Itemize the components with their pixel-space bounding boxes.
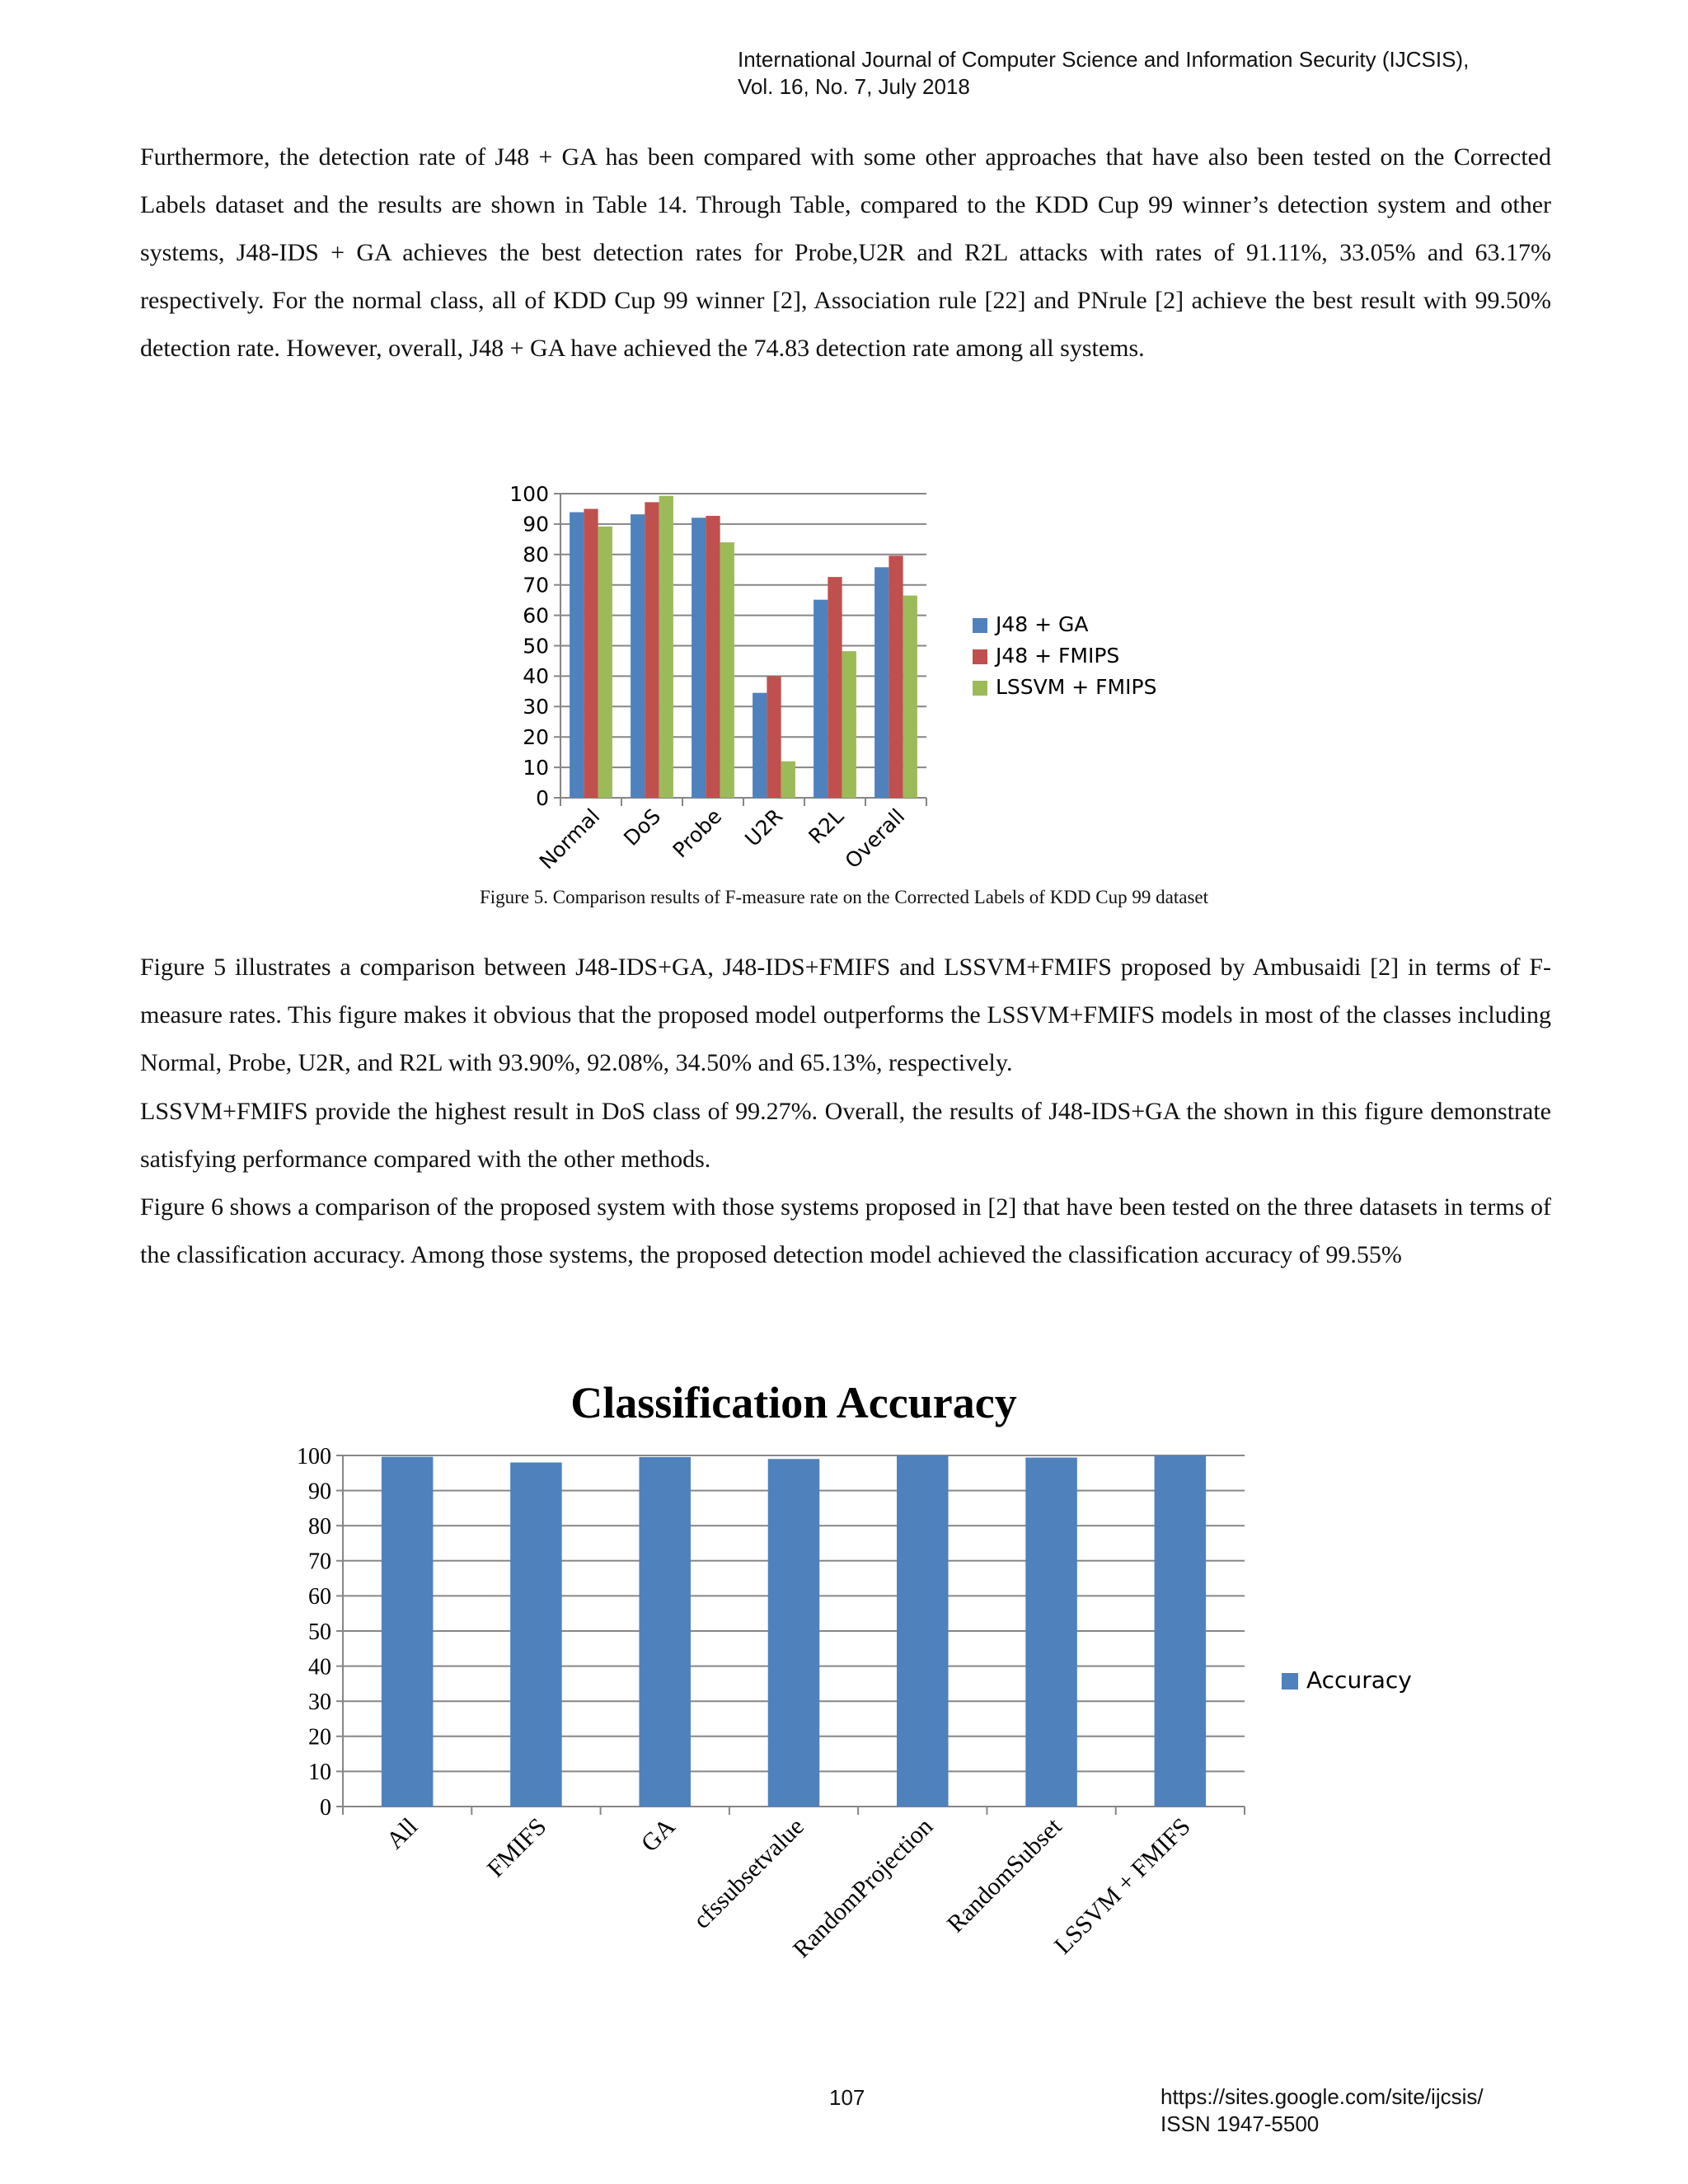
legend-label: LSSVM + FMIPS	[996, 675, 1157, 699]
y-tick-label: 80	[308, 1514, 331, 1540]
bar-j48-ga-u2r	[753, 693, 767, 798]
page-number: 107	[829, 2085, 865, 2110]
bar-accuracy-all	[382, 1457, 434, 1807]
bar-lssvm-fmips-normal	[598, 527, 612, 798]
bar-j48-fmips-probe	[706, 516, 720, 798]
legend-swatch	[973, 681, 987, 696]
x-tick-label: cfssubsetvalue	[687, 1812, 809, 1934]
bar-accuracy-randomprojection	[897, 1455, 949, 1807]
y-tick-label: 30	[523, 695, 549, 719]
y-tick-label: 20	[308, 1724, 331, 1750]
bar-j48-ga-probe	[692, 518, 706, 798]
bar-j48-ga-dos	[631, 514, 645, 798]
journal-header	[738, 46, 1469, 101]
x-tick-label: LSSVM + FMIFS	[1048, 1812, 1196, 1960]
paragraph-figure5: Figure 5 illustrates a comparison between J48-IDS+GA, J48-IDS+FMIFS and LSSVM+FMIFS proposed by Ambusaidi [2] in terms of F-measure rates. This figure makes it obvious that the proposed model outperforms the LSSVM+FMIFS models in most of the classes including Normal, Probe, U2R, and R2L with 93.90%, 92.08%, 34.50% and 65.13%, respectively.	[140, 954, 1551, 1076]
y-tick-label: 20	[523, 724, 549, 749]
figure5-chart	[0, 462, 1236, 907]
bar-lssvm-fmips-r2l	[842, 651, 856, 798]
legend-swatch	[973, 649, 987, 664]
footer-url: https://sites.google.com/site/ijcsis/	[1160, 2084, 1484, 2109]
y-tick-label: 70	[523, 573, 549, 598]
journal-title: International Journal of Computer Science and Information Security (IJCSIS),	[738, 47, 1470, 72]
y-tick-label: 90	[523, 512, 549, 537]
legend-label: J48 + GA	[996, 612, 1089, 636]
bar-accuracy-cfssubsetvalue	[768, 1459, 820, 1807]
y-tick-label: 100	[297, 1443, 331, 1469]
chart-title: Classification Accuracy	[570, 1378, 1017, 1427]
bar-j48-fmips-dos	[645, 502, 659, 798]
x-tick-label: Normal	[534, 804, 605, 874]
bar-lssvm-fmips-dos	[659, 496, 673, 798]
bar-j48-ga-r2l	[814, 600, 828, 798]
legend-label: J48 + FMIPS	[996, 644, 1120, 668]
bar-j48-fmips-normal	[584, 509, 598, 798]
bar-lssvm-fmips-probe	[720, 542, 734, 798]
journal-volume: Vol. 16, No. 7, July 2018	[738, 74, 970, 99]
y-tick-label: 30	[308, 1690, 331, 1715]
y-tick-label: 0	[320, 1794, 331, 1821]
bar-accuracy-ga	[639, 1457, 691, 1807]
paragraph-lssvm: LSSVM+FMIFS provide the highest result in DoS class of 99.27%. Overall, the results of J48-IDS+GA the shown in this figure demonstrate satisfying performance compared with the other methods.	[140, 1098, 1551, 1173]
y-tick-label: 90	[308, 1479, 331, 1505]
footer-info	[1160, 2083, 1484, 2138]
y-tick-label: 40	[308, 1654, 331, 1680]
y-tick-label: 50	[308, 1619, 331, 1645]
y-tick-label: 50	[523, 634, 549, 658]
x-tick-label: U2R	[740, 804, 788, 851]
footer-issn: ISSN 1947-5500	[1160, 2111, 1320, 2136]
bar-accuracy-randomsubset	[1025, 1458, 1077, 1807]
x-tick-label: R2L	[804, 804, 849, 849]
y-tick-label: 100	[509, 481, 549, 506]
bar-j48-fmips-overall	[889, 555, 903, 798]
bar-lssvm-fmips-overall	[903, 596, 917, 798]
bar-j48-fmips-u2r	[767, 676, 781, 798]
bar-accuracy-lssvm-fmifs	[1155, 1455, 1207, 1807]
bar-j48-fmips-r2l	[828, 577, 842, 798]
legend-swatch	[1282, 1673, 1298, 1690]
y-tick-label: 60	[523, 603, 549, 628]
paragraph-figure6: Figure 6 shows a comparison of the proposed system with those systems proposed in [2] that have been tested on the three datasets in terms of the classification accuracy. Among those systems, the proposed detection model achieved the classification accuracy of 99.55%	[140, 1193, 1551, 1268]
x-tick-label: DoS	[619, 804, 666, 851]
y-tick-label: 70	[308, 1549, 331, 1575]
x-tick-label: RandomProjection	[787, 1812, 939, 1964]
legend-label: Accuracy	[1306, 1666, 1412, 1694]
figure5-caption: Figure 5. Comparison results of F-measure rate on the Corrected Labels of KDD Cup 99 dataset	[479, 887, 1208, 907]
y-tick-label: 10	[308, 1760, 331, 1786]
y-tick-label: 0	[536, 785, 549, 810]
y-tick-label: 60	[308, 1584, 331, 1610]
bar-j48-ga-overall	[874, 567, 889, 798]
bar-accuracy-fmifs	[510, 1463, 562, 1807]
x-tick-label: Probe	[668, 804, 727, 863]
figure6-chart	[0, 1352, 1484, 2093]
legend-swatch	[973, 618, 987, 633]
bar-lssvm-fmips-u2r	[781, 762, 795, 798]
x-tick-label: Overall	[840, 804, 910, 874]
x-tick-label: All	[381, 1812, 424, 1855]
x-tick-label: GA	[635, 1812, 681, 1858]
bar-j48-ga-normal	[570, 513, 584, 798]
paragraph-detection-rate: Furthermore, the detection rate of J48 + GA has been compared with some other approaches that have also been tested on the Corrected Labels dataset and the results are shown in Table 14. Through Table, compared to the KDD Cup 99 winner’s detection system and other systems, J48-IDS + GA achieves the best detection rates for Probe,U2R and R2L attacks with rates of 91.11%, 33.05% and 63.17% respectively. For the normal class, all of KDD Cup 99 winner [2], Association rule [22] and PNrule [2] achieve the best result with 99.50% detection rate. However, overall, J48 + GA have achieved the 74.83 detection rate among all systems.	[140, 143, 1551, 362]
y-tick-label: 10	[523, 755, 549, 780]
y-tick-label: 80	[523, 542, 549, 567]
x-tick-label: FMIFS	[481, 1812, 552, 1883]
y-tick-label: 40	[523, 664, 549, 689]
x-tick-label: RandomSubset	[941, 1812, 1067, 1938]
